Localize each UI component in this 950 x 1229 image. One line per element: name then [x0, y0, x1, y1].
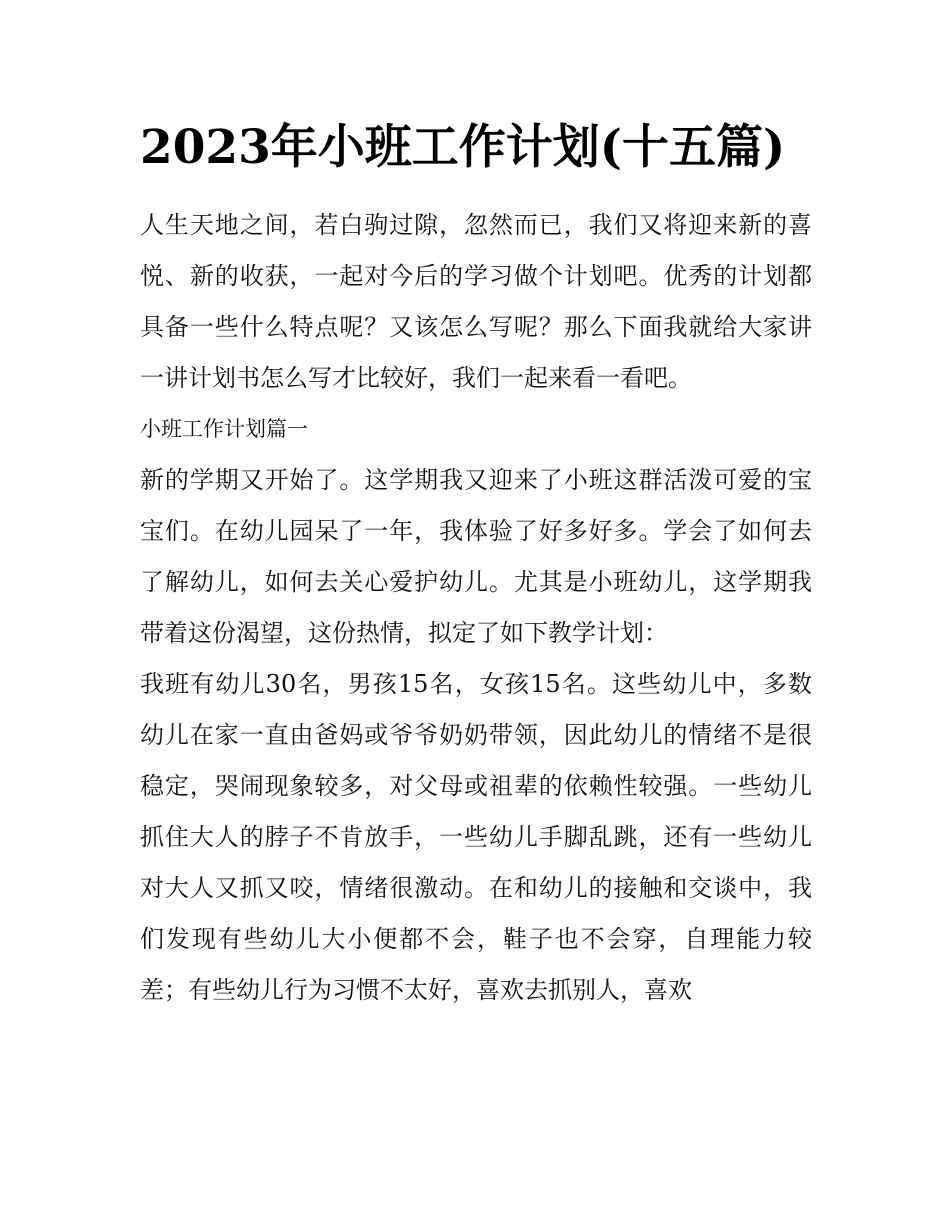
paragraph-2-line-1: 我班有幼儿30名，男孩15名，女孩15名。这些幼儿中，多数	[140, 670, 812, 698]
paragraph-2-line-3: 稳定，哭闹现象较多，对父母或祖辈的依赖性较强。一些幼儿	[140, 772, 812, 800]
paragraph-2-line-5: 对大人又抓又咬，情绪很激动。在和幼儿的接触和交谈中，我	[140, 874, 812, 902]
paragraph-2-line-4: 抓住大人的脖子不肯放手，一些幼儿手脚乱跳，还有一些幼儿	[140, 823, 812, 851]
paragraph-2-line-6: 们发现有些幼儿大小便都不会，鞋子也不会穿，自理能力较	[140, 925, 812, 953]
intro-line-2: 悦、新的收获，一起对今后的学习做个计划吧。优秀的计划都	[140, 262, 812, 290]
paragraph-2-line-7: 差；有些幼儿行为习惯不太好，喜欢去抓别人，喜欢	[140, 976, 692, 1004]
paragraph-1-line-4: 带着这份渴望，这份热情，拟定了如下教学计划：	[140, 619, 668, 647]
intro-line-1: 人生天地之间，若白驹过隙，忽然而已，我们又将迎来新的喜	[140, 211, 812, 239]
paragraph-1-line-3: 了解幼儿，如何去关心爱护幼儿。尤其是小班幼儿，这学期我	[140, 568, 812, 596]
paragraph-1-line-2: 宝们。在幼儿园呆了一年，我体验了好多好多。学会了如何去	[140, 517, 812, 545]
intro-line-4: 一讲计划书怎么写才比较好，我们一起来看一看吧。	[140, 364, 692, 392]
paragraph-1-line-1: 新的学期又开始了。这学期我又迎来了小班这群活泼可爱的宝	[140, 466, 812, 494]
section-heading-1: 小班工作计划篇一	[140, 417, 308, 441]
document-title: 2023年小班工作计划(十五篇)	[140, 120, 786, 175]
document-body	[140, 200, 812, 1016]
intro-line-3: 具备一些什么特点呢？又该怎么写呢？那么下面我就给大家讲	[140, 313, 812, 341]
paragraph-2-line-2: 幼儿在家一直由爸妈或爷爷奶奶带领，因此幼儿的情绪不是很	[140, 721, 812, 749]
